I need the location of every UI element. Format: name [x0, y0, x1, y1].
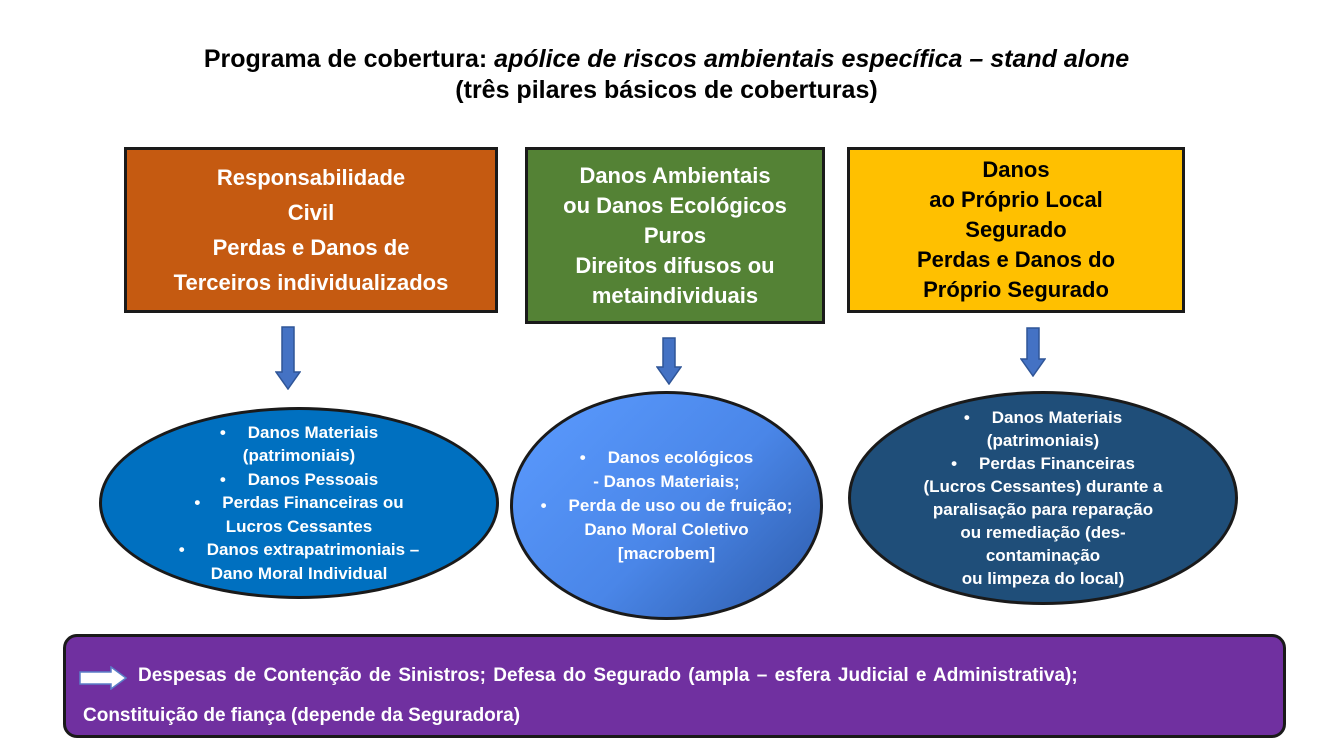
pillar-proprio-local [847, 147, 1185, 313]
pillar-text: metaindividuais [591, 282, 759, 308]
coverage-item: (patrimoniais) [986, 431, 1100, 450]
pillar-text: ou Danos Ecológicos [563, 192, 787, 218]
pillar-text: Perdas e Danos de [212, 235, 410, 260]
pillar-text: Civil [287, 200, 335, 225]
footer-line-1: Despesas de Contenção de Sinistros; Defesa do Segurado (ampla – esfera Judicial e Administrativa); [138, 665, 1078, 686]
title-line-1 [0, 44, 1333, 75]
pillar-responsabilidade-civil [124, 147, 498, 313]
coverage-item: • Perdas Financeiras ou [194, 491, 403, 515]
coverage-item: Dano Moral Coletivo [584, 519, 749, 539]
coverage-item: • Danos Materiais [220, 421, 378, 445]
coverage-item: • Danos Materiais [964, 406, 1122, 429]
coverage-item: (patrimoniais) [242, 446, 356, 466]
coverage-item: • Danos Pessoais [220, 468, 378, 492]
coverage-item: Lucros Cessantes [225, 516, 373, 536]
coverage-item: (Lucros Cessantes) durante a [923, 477, 1163, 496]
pillar-text: Responsabilidade [216, 165, 406, 190]
coverage-item: • Danos extrapatrimoniais – [179, 538, 420, 562]
coverage-item: ou remediação (des- [960, 523, 1126, 542]
title-prefix: Programa de cobertura: [203, 45, 495, 73]
arrow-right-icon [79, 666, 127, 690]
pillar-text: Perdas e Danos do [916, 247, 1116, 272]
pillar-danos-ambientais [525, 147, 825, 324]
title-line-2: (três pilares básicos de coberturas) [455, 76, 878, 104]
pillar-text: ao Próprio Local [929, 187, 1103, 212]
arrow-down-icon [656, 337, 682, 385]
pillar-text: Danos Ambientais [579, 162, 771, 188]
coverage-ellipse-ecologicos [510, 391, 823, 620]
coverage-item: ou limpeza do local) [961, 569, 1125, 588]
coverage-item: • Perdas Financeiras [951, 452, 1135, 475]
coverage-ellipse-proprio-local [848, 391, 1238, 605]
pillar-text: Terceiros individualizados [173, 270, 449, 295]
pillar-text: Danos [982, 157, 1050, 182]
coverage-item: • Danos ecológicos [580, 446, 753, 470]
coverage-ellipse-terceiros [99, 407, 499, 599]
pillar-text: Segurado [965, 217, 1067, 242]
pillar-text: Direitos difusos ou [575, 252, 775, 278]
arrow-down-icon [275, 326, 301, 390]
coverage-item: - Danos Materiais; [593, 471, 740, 491]
diagram-title [0, 44, 1333, 106]
title-italic: apólice de riscos ambientais específica – stand alone [494, 45, 1130, 73]
footer-line-2: Constituição de fiança (depende da Seguradora) [83, 705, 521, 726]
coverage-item: paralisação para reparação [932, 500, 1154, 519]
arrow-down-icon [1020, 327, 1046, 377]
coverage-item: contaminação [985, 546, 1101, 565]
pillar-text: Puros [643, 222, 707, 248]
footer-banner [63, 634, 1286, 738]
coverage-item: [macrobem] [617, 543, 716, 563]
coverage-item: • Perda de uso ou de fruição; [541, 494, 793, 518]
coverage-item: Dano Moral Individual [210, 563, 388, 583]
pillar-text: Próprio Segurado [923, 277, 1109, 302]
